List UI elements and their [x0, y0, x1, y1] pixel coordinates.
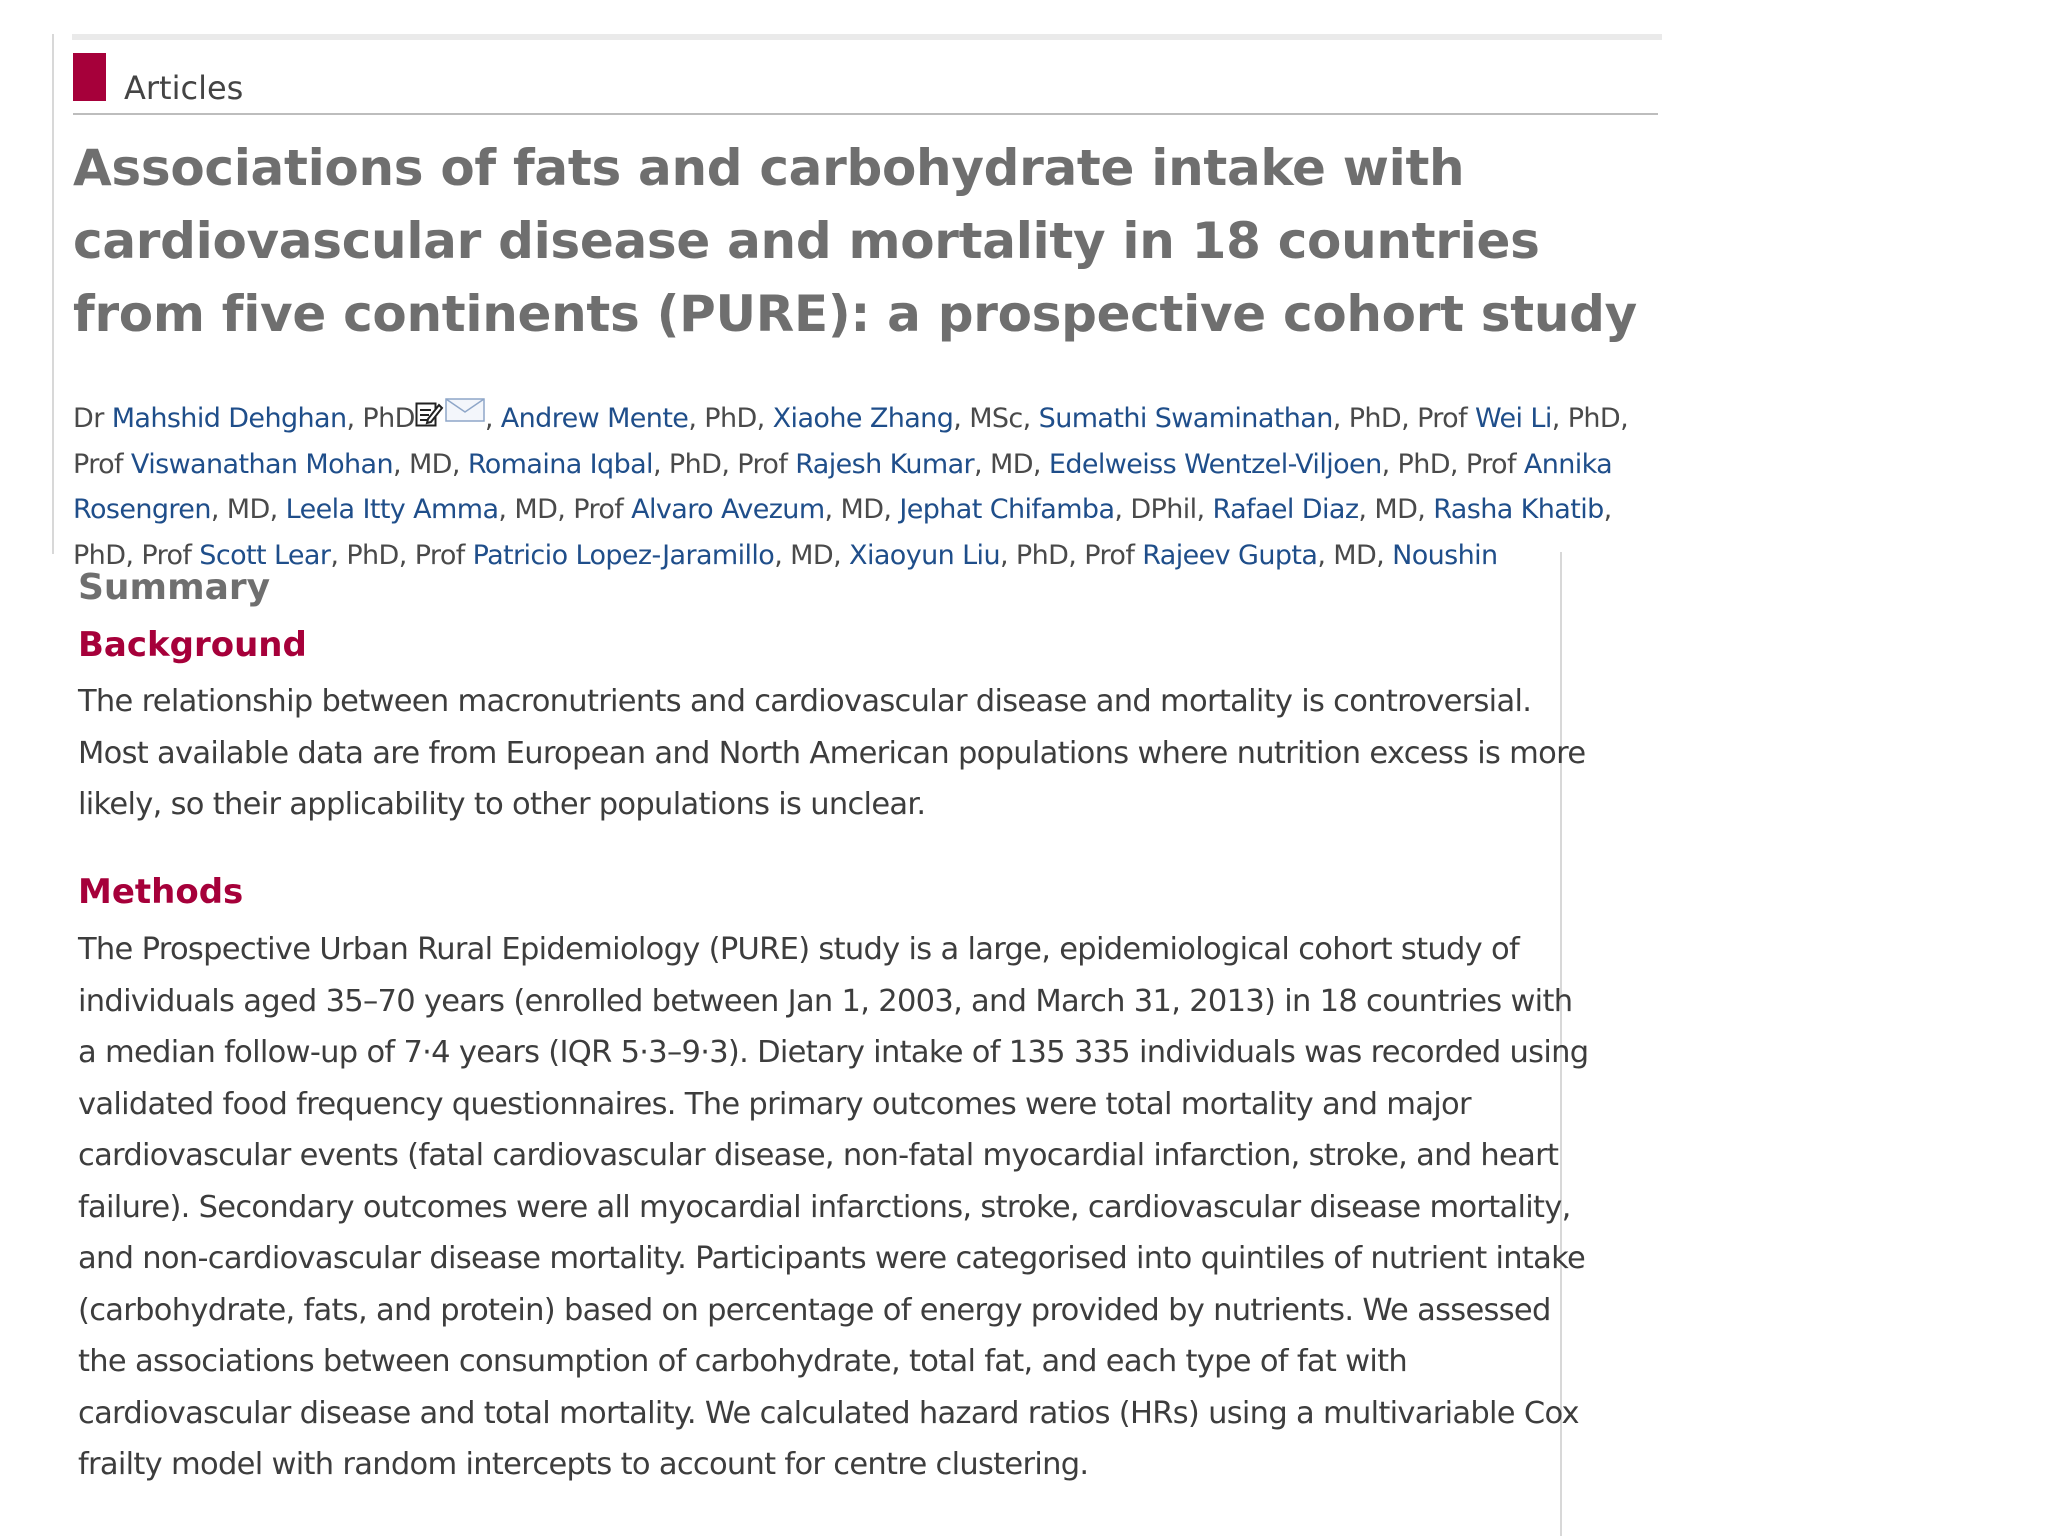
article-header	[54, 40, 1672, 571]
author-degree: , PhD,	[73, 494, 1612, 571]
summary-heading: Summary	[78, 567, 271, 608]
author-link[interactable]: Scott Lear	[199, 539, 331, 571]
author-link[interactable]: Viswanathan Mohan	[130, 448, 393, 480]
author-degree: , MD,	[1317, 539, 1393, 571]
author-link[interactable]: Romaina Iqbal	[467, 448, 653, 480]
author-degree: , PhD,	[1551, 403, 1629, 434]
background-text: The relationship between macronutrients and cardiovascular disease and mortality is controversial. Most available data are from European and North American populations where nutrition excess is more likely, so their applicability to other populations is unclear.	[78, 684, 1586, 822]
author-prefix: Prof	[573, 494, 632, 525]
author-degree: , PhD,	[652, 448, 738, 480]
author-degree: , PhD,	[1381, 448, 1466, 480]
author-degree: , PhD,	[688, 403, 773, 434]
author-link[interactable]: Xiaohe Zhang	[772, 403, 954, 434]
author-degree: , PhD,	[330, 539, 415, 571]
author-list	[73, 396, 1663, 578]
author-link[interactable]: Wei Li	[1474, 403, 1552, 434]
author-degree: , PhD,	[999, 539, 1085, 571]
author-link[interactable]: Alvaro Avezum	[631, 494, 825, 525]
author-prefix: Prof	[1465, 448, 1524, 480]
edit-note-icon[interactable]	[415, 400, 443, 428]
author-prefix: Prof	[1417, 403, 1475, 434]
author-prefix: Prof	[141, 539, 200, 571]
author-link[interactable]: Jephat Chifamba	[899, 494, 1115, 525]
author-degree: , MD,	[1358, 494, 1434, 525]
author-link[interactable]: Rajesh Kumar	[795, 448, 975, 480]
background-heading: Background	[78, 625, 307, 665]
summary-section	[54, 552, 1589, 1536]
author-degree: , MD,	[392, 448, 468, 480]
article-title: Associations of fats and carbohydrate intake with cardiovascular disease and mortality in 18 countries from five continents (PURE): a prospective cohort study	[73, 139, 1637, 343]
author-prefix: Prof	[1084, 539, 1143, 571]
author-degree: , PhD	[346, 403, 415, 434]
author-link[interactable]: Patricio Lopez-Jaramillo	[472, 539, 775, 571]
author-link[interactable]: Noushin	[1392, 539, 1498, 571]
author-link[interactable]: Andrew Mente	[500, 403, 689, 434]
author-prefix: Dr	[73, 403, 112, 434]
author-link[interactable]: Xiaoyun Liu	[849, 539, 1000, 571]
author-link[interactable]: Leela Itty Amma	[285, 494, 499, 525]
methods-heading: Methods	[78, 872, 244, 912]
section-label: Articles	[124, 69, 244, 107]
author-link[interactable]: Rafael Diaz	[1212, 494, 1359, 525]
mail-icon[interactable]	[445, 398, 485, 424]
author-degree: , MD,	[498, 494, 574, 525]
author-link[interactable]: Sumathi Swaminathan	[1038, 403, 1333, 434]
author-prefix: Prof	[414, 539, 473, 571]
author-link[interactable]: Edelweiss Wentzel-Viljoen	[1048, 448, 1382, 480]
author-link[interactable]: Annika Rosengren	[73, 448, 1613, 525]
section-divider	[73, 113, 1658, 115]
author-link[interactable]: Mahshid Dehghan	[111, 403, 347, 434]
author-prefix: Prof	[73, 448, 131, 480]
author-degree: , PhD,	[1332, 403, 1418, 434]
author-degree: , MD,	[210, 494, 286, 525]
author-prefix: ,	[484, 403, 501, 434]
section-color-marker	[73, 53, 106, 101]
author-degree: , MSc,	[953, 403, 1039, 434]
author-degree: , MD,	[974, 448, 1049, 480]
author-link[interactable]: Rajeev Gupta	[1142, 539, 1318, 571]
author-degree: , MD,	[824, 494, 900, 525]
author-prefix: Prof	[737, 448, 796, 480]
author-degree: , DPhil,	[1114, 494, 1213, 525]
author-degree: , MD,	[774, 539, 850, 571]
methods-text: The Prospective Urban Rural Epidemiology (PURE) study is a large, epidemiological cohort study of individuals aged 35–70 years (enrolled between Jan 1, 2003, and March 31, 2013) in 18 countries with a median follow-up of 7·4 years (IQR 5·3–9·3). Dietary intake of 135 335 individuals was recorded using validated food frequency questionnaires. The primary outcomes were total mortality and major cardiovascular events (fatal cardiovascular disease, non-fatal myocardial infarction, stroke, and heart failure). Secondary outcomes were all myocardial infarctions, stroke, cardiovascular disease mortality, and non-cardiovascular disease mortality. Participants were categorised into quintiles of nutrient intake (carbohydrate, fats, and protein) based on percentage of energy provided by nutrients. We assessed the associations between consumption of carbohydrate, total fat, and each type of fat with cardiovascular disease and total mortality. We calculated hazard ratios (HRs) using a multivariable Cox frailty model with random intercepts to account for centre clustering.	[78, 932, 1589, 1482]
author-link[interactable]: Rasha Khatib	[1433, 494, 1604, 525]
